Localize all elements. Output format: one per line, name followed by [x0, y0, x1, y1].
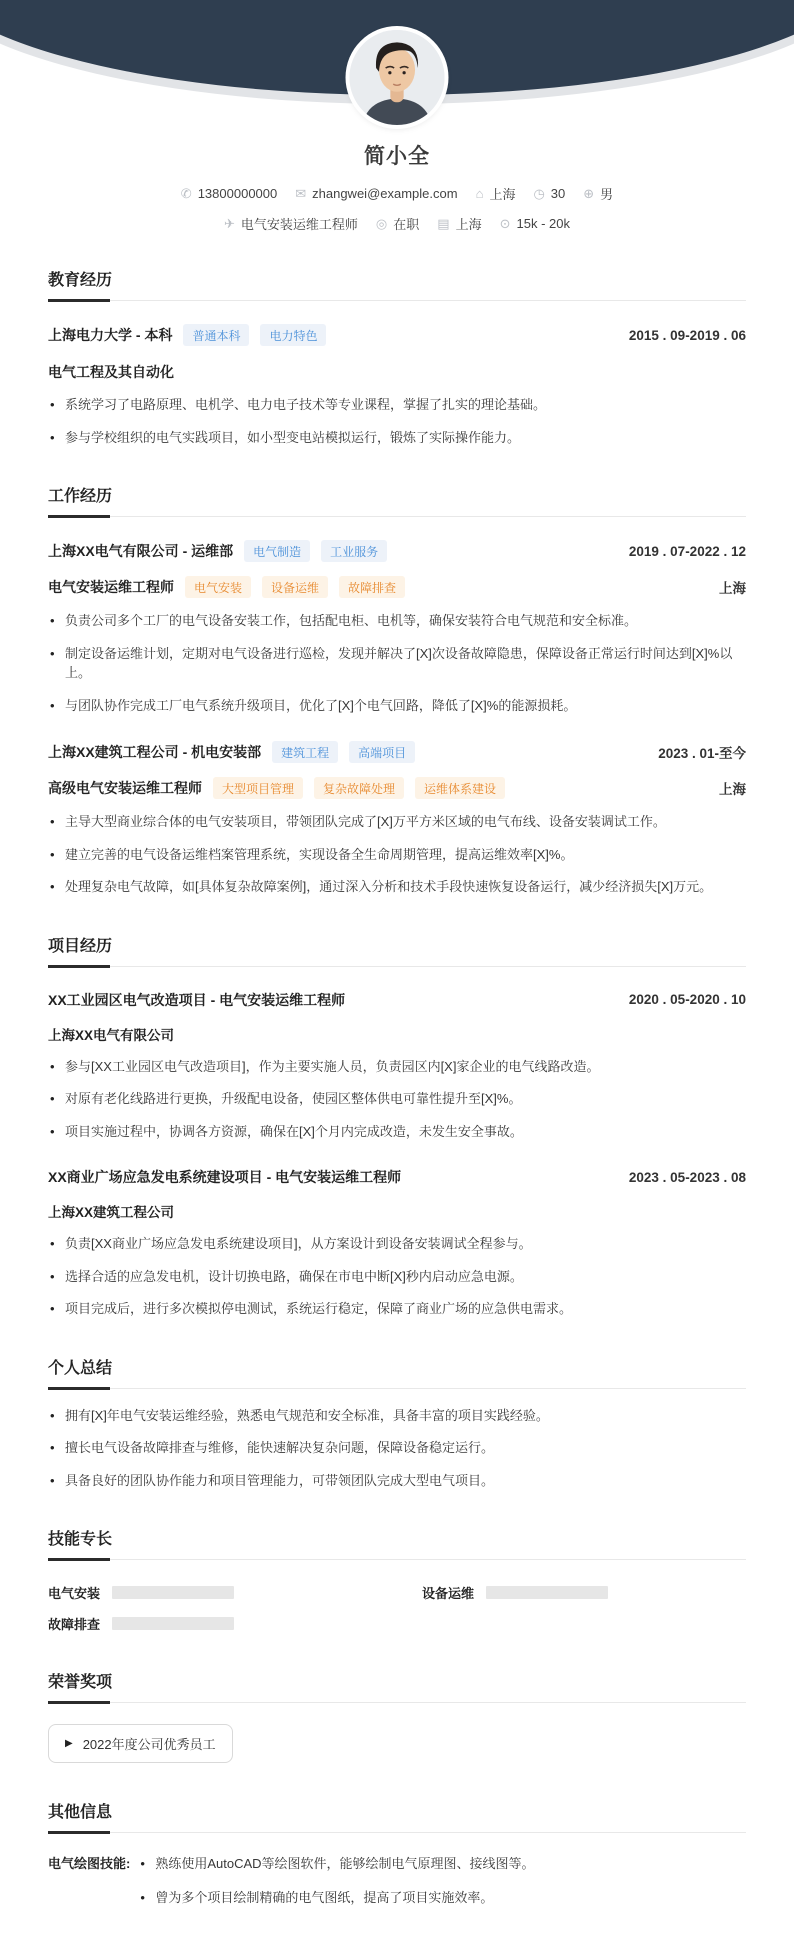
contact-status-value: 在职 [393, 217, 420, 232]
education-date: 2015 . 09-2019 . 06 [628, 327, 746, 343]
contact-row-1 [0, 184, 794, 203]
bullet-item: • 曾为多个项目绘制精确的电气图纸，提高了项目实施效率。 [138, 1888, 746, 1908]
person-name: 简小全 [364, 145, 430, 168]
section-title-skills: 技能专长 [48, 1531, 113, 1548]
company-tag: 建筑工程 [272, 741, 338, 763]
bullet-item: • 主导大型商业综合体的电气安装项目，带领团队完成了[X]万平方米区域的电气布线、设备安装调试工作。 [48, 812, 746, 832]
bullet-item: • 拥有[X]年电气安装运维经验，熟悉电气规范和安全标准，具备丰富的项目实践经验。 [48, 1406, 746, 1426]
project-entry [48, 1167, 746, 1319]
skill-bar [112, 1586, 234, 1599]
bullet-item: • 参与学校组织的电气实践项目，如小型变电站模拟运行，锻炼了实际操作能力。 [48, 428, 746, 448]
education-tag: 普通本科 [183, 324, 249, 346]
project-company: 上海XX电气有限公司 [48, 1027, 175, 1043]
bullet-item: • 建立完善的电气设备运维档案管理系统，实现设备全生命周期管理，提高运维效率[X]%。 [48, 845, 746, 865]
bullet-item: • 具备良好的团队协作能力和项目管理能力，可带领团队完成大型电气项目。 [48, 1471, 746, 1491]
contact-age-value: 30 [550, 186, 566, 201]
skill-name: 故障排查 [48, 1617, 101, 1632]
role-tag: 设备运维 [262, 576, 328, 598]
section-projects [48, 933, 746, 1319]
skill-row [48, 1583, 372, 1602]
resume-body [0, 267, 794, 1933]
contact-phone-value: 13800000000 [197, 186, 278, 201]
bullet-item: • 系统学习了电路原理、电机学、电力电子技术等专业课程，掌握了扎实的理论基础。 [48, 395, 746, 415]
contact-email-value: zhangwei@example.com [312, 186, 458, 201]
skill-bar [486, 1586, 608, 1599]
section-divider [48, 515, 746, 518]
section-title-summary: 个人总结 [48, 1359, 113, 1377]
work-date: 2023 . 01-至今 [658, 746, 746, 761]
gender-icon: ⊕ [583, 186, 595, 201]
bullet-item: • 与团队协作完成工厂电气系统升级项目，优化了[X]个电气回路，降低了[X]%的能源损耗。 [48, 696, 746, 716]
role-tag: 运维体系建设 [415, 777, 505, 799]
project-bullets [48, 1234, 746, 1319]
email-icon: ✉ [295, 186, 307, 201]
section-divider [48, 1387, 746, 1390]
other-info-label: 电气绘图技能: [48, 1856, 131, 1871]
contact-salary-value: 15k - 20k [516, 216, 570, 231]
section-divider [48, 1701, 746, 1704]
section-other [48, 1799, 746, 1907]
work-bullets [48, 611, 746, 715]
role-name: 电气安装运维工程师 [48, 579, 174, 595]
work-bullets [48, 812, 746, 897]
company-name: 上海XX建筑工程公司 - 机电安装部 [48, 744, 262, 760]
contact-salary [500, 216, 570, 231]
section-title-projects: 项目经历 [48, 937, 113, 955]
bullet-item: • 项目实施过程中，协调各方资源，确保在[X]个月内完成改造，未发生安全事故。 [48, 1122, 746, 1142]
section-summary [48, 1355, 746, 1491]
summary-bullets [48, 1406, 746, 1491]
section-title-other: 其他信息 [48, 1804, 113, 1821]
role-tag: 复杂故障处理 [314, 777, 404, 799]
contact-home-value: 上海 [489, 187, 516, 202]
skill-name: 电气安装 [48, 1586, 101, 1601]
work-entry [48, 540, 746, 715]
section-title-education: 教育经历 [48, 272, 113, 289]
role-tag: 故障排查 [339, 576, 405, 598]
skill-grid [48, 1571, 746, 1633]
skill-row [48, 1614, 372, 1633]
salary-icon: ⊙ [499, 216, 511, 231]
section-work [48, 483, 746, 897]
contact-gender-value: 男 [600, 187, 614, 202]
contact-row-2 [0, 214, 794, 233]
bullet-item: • 负责[XX商业广场应急发电系统建设项目]，从方案设计到设备安装调试全程参与。 [48, 1234, 746, 1254]
project-name: XX工业园区电气改造项目 - 电气安装运维工程师 [48, 991, 346, 1008]
school-name: 上海电力大学 - 本科 [48, 327, 173, 343]
header [0, 0, 794, 130]
education-entry [48, 324, 746, 447]
age-icon: ◷ [533, 186, 545, 201]
contact-city [437, 214, 481, 233]
company-name: 上海XX电气有限公司 - 运维部 [48, 543, 234, 559]
role-tag: 电气安装 [185, 576, 251, 598]
bullet-item: • 处理复杂电气故障，如[具体复杂故障案例]，通过深入分析和技术手段快速恢复设备运行，减少经济损失[X]万元。 [48, 877, 746, 897]
project-name: XX商业广场应急发电系统建设项目 - 电气安装运维工程师 [48, 1169, 402, 1185]
education-bullets [48, 395, 746, 447]
contact-phone [181, 186, 277, 201]
project-entry [48, 990, 746, 1142]
section-divider [48, 1831, 746, 1834]
contact-position [224, 214, 358, 233]
work-location: 上海 [719, 782, 746, 797]
skill-row [422, 1583, 746, 1602]
bullet-item: • 负责公司多个工厂的电气设备安装工作，包括配电柜、电机等，确保安装符合电气规范和安全标准。 [48, 611, 746, 631]
section-divider [48, 1558, 746, 1561]
skill-name: 设备运维 [422, 1586, 475, 1601]
project-date: 2020 . 05-2020 . 10 [628, 992, 746, 1007]
avatar [350, 30, 445, 125]
profile-photo [350, 30, 445, 125]
project-company: 上海XX建筑工程公司 [48, 1205, 175, 1220]
section-divider [48, 965, 746, 968]
role-name: 高级电气安装运维工程师 [48, 780, 202, 796]
bullet-item: • 熟练使用AutoCAD等绘图软件，能够绘制电气原理图、接线图等。 [138, 1854, 746, 1874]
play-icon: ▶ [65, 1737, 73, 1749]
section-title-work: 工作经历 [48, 488, 113, 505]
project-bullets [48, 1057, 746, 1142]
phone-icon: ✆ [180, 186, 192, 201]
skill-bar [112, 1617, 234, 1630]
section-divider [48, 299, 746, 302]
bullet-item: • 制定设备运维计划，定期对电气设备进行巡检，发现并解决了[X]次设备故障隐患，保障设备正常运行时间达到[X]%以上。 [48, 644, 746, 683]
bullet-item: • 参与[XX工业园区电气改造项目]，作为主要实施人员，负责园区内[X]家企业的电气线路改造。 [48, 1057, 746, 1077]
role-tag: 大型项目管理 [213, 777, 303, 799]
other-info-row [48, 1854, 746, 1907]
work-entry [48, 741, 746, 897]
bullet-item: • 擅长电气设备故障排查与维修，能快速解决复杂问题，保障设备稳定运行。 [48, 1438, 746, 1458]
bullet-item: • 选择合适的应急发电机，设计切换电路，确保在市电中断[X]秒内启动应急电源。 [48, 1267, 746, 1287]
city-icon: ▤ [437, 216, 450, 231]
contact-city-value: 上海 [455, 217, 482, 232]
company-tag: 电气制造 [244, 540, 310, 562]
company-tag: 高端项目 [349, 741, 415, 763]
position-icon: ✈ [224, 216, 235, 231]
bullet-item: • 对原有老化线路进行更换，升级配电设备，使园区整体供电可靠性提升至[X]%。 [48, 1089, 746, 1109]
other-bullets [138, 1854, 746, 1907]
award-badge[interactable] [48, 1724, 233, 1763]
company-tag: 工业服务 [321, 540, 387, 562]
contact-position-value: 电气安装运维工程师 [240, 217, 358, 232]
section-awards [48, 1669, 746, 1763]
work-date: 2019 . 07-2022 . 12 [628, 543, 746, 559]
contact-email [295, 186, 457, 201]
section-education [48, 267, 746, 447]
project-date: 2023 . 05-2023 . 08 [628, 1169, 746, 1185]
contact-age [533, 186, 565, 201]
section-skills [48, 1526, 746, 1633]
home-icon: ⌂ [475, 186, 484, 201]
contact-home [476, 184, 516, 203]
status-icon: ◎ [375, 216, 388, 231]
education-tag: 电力特色 [260, 324, 326, 346]
contact-status [376, 214, 419, 233]
contact-gender [583, 184, 613, 203]
award-text: 2022年度公司优秀员工 [82, 1737, 216, 1752]
bullet-item: • 项目完成后，进行多次模拟停电测试，系统运行稳定，保障了商业广场的应急供电需求。 [48, 1299, 746, 1319]
major-name: 电气工程及其自动化 [48, 364, 174, 380]
section-title-awards: 荣誉奖项 [48, 1674, 113, 1691]
work-location: 上海 [719, 581, 746, 596]
